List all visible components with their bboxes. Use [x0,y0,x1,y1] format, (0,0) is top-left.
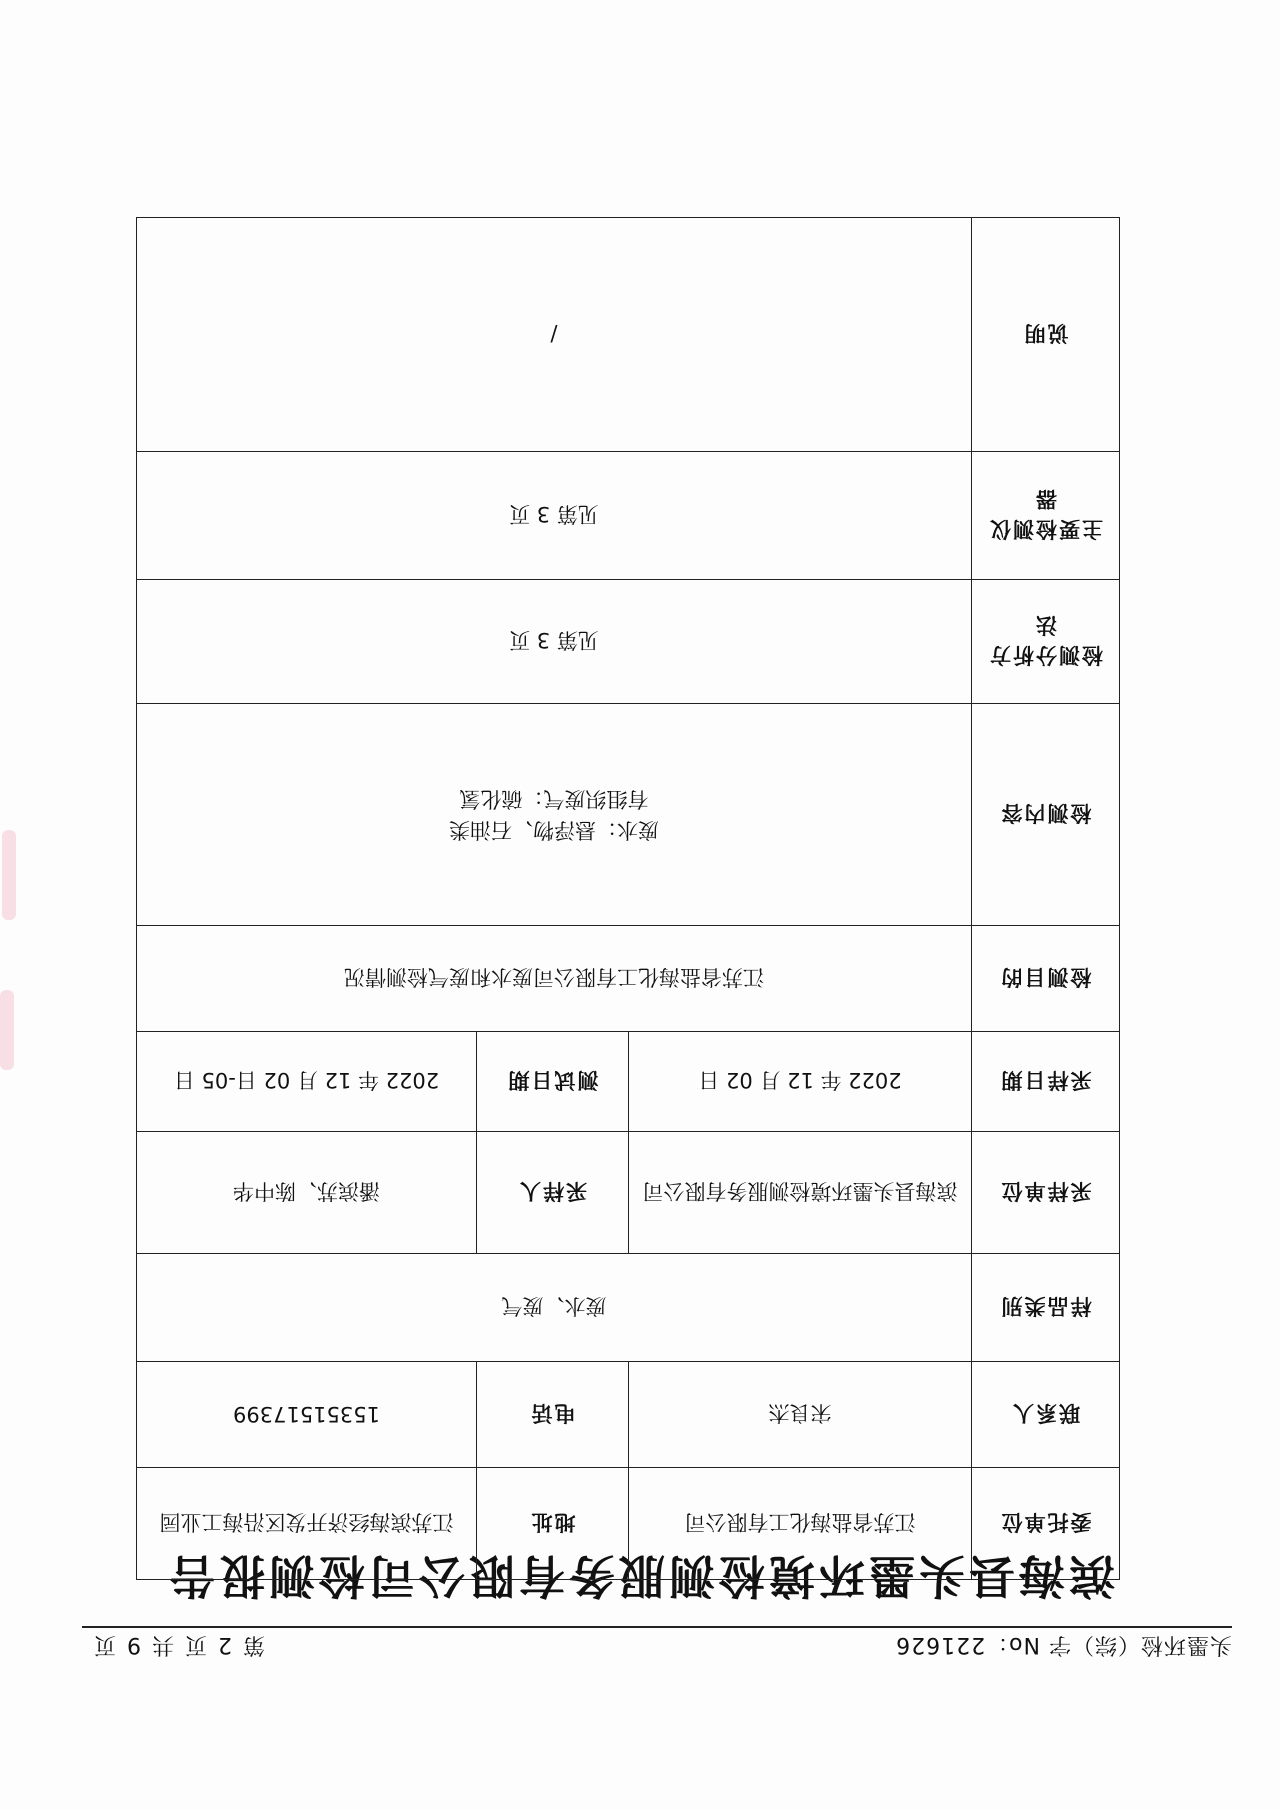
client-label: 委托单位 [972,1468,1120,1580]
method-value: 见第 3 页 [137,580,972,704]
table-row [137,1362,1120,1468]
sample-type-value: 废水、废气 [137,1254,972,1362]
sampling-unit-label: 采样单位 [972,1132,1120,1254]
table-row [137,1468,1120,1580]
instrument-value: 见第 3 页 [137,452,972,580]
note-value: / [137,218,972,452]
test-date-value: 2022 年 12 月 02 日-05 日 [137,1032,477,1132]
sampler-label: 采样人 [477,1132,629,1254]
report-header [82,1626,1232,1668]
table-row [137,704,1120,926]
instrument-label: 主要检测仪器 [972,452,1120,580]
content-label: 检测内容 [972,704,1120,926]
contact-label: 联系人 [972,1362,1120,1468]
page-number: 第 2 页 共 9 页 [92,1632,265,1657]
report-info-table [136,217,1120,1580]
client-value: 江苏省盐海化工有限公司 [629,1468,972,1580]
contact-value: 宋良杰 [629,1362,972,1468]
phone-label: 电话 [477,1362,629,1468]
test-date-label: 测试日期 [477,1032,629,1132]
address-value: 江苏滨海经济开发区沿海工业园 [137,1468,477,1580]
table-row [137,926,1120,1032]
note-label: 说明 [972,218,1120,452]
table-row [137,1254,1120,1362]
purpose-label: 检测目的 [972,926,1120,1032]
address-label: 地址 [477,1468,629,1580]
sampler-value: 潘滨苏、陈中华 [137,1132,477,1254]
table-row [137,452,1120,580]
purpose-value: 江苏省盐海化工有限公司废水和废气检测情况 [137,926,972,1032]
sampling-unit-value: 滨海县头墨环境检测服务有限公司 [629,1132,972,1254]
report-title: 滨海县头墨环境检测服务有限公司检测报告 [165,1549,1115,1603]
table-row [137,1032,1120,1132]
report-number: 头墨环检（综）字 No：221626 [895,1632,1232,1657]
method-label: 检测分析方法 [972,580,1120,704]
content-line-exhaust: 有组织废气：硫化氢 [459,787,649,812]
table-row [137,580,1120,704]
table-row [137,218,1120,452]
phone-value: 15351517399 [137,1362,477,1468]
content-value [137,704,972,926]
content-line-wastewater: 废水：悬浮物、石油类 [449,817,659,842]
table-row [137,1132,1120,1254]
sampling-date-value: 2022 年 12 月 02 日 [629,1032,972,1132]
sampling-date-label: 采样日期 [972,1032,1120,1132]
sample-type-label: 样品类别 [972,1254,1120,1362]
